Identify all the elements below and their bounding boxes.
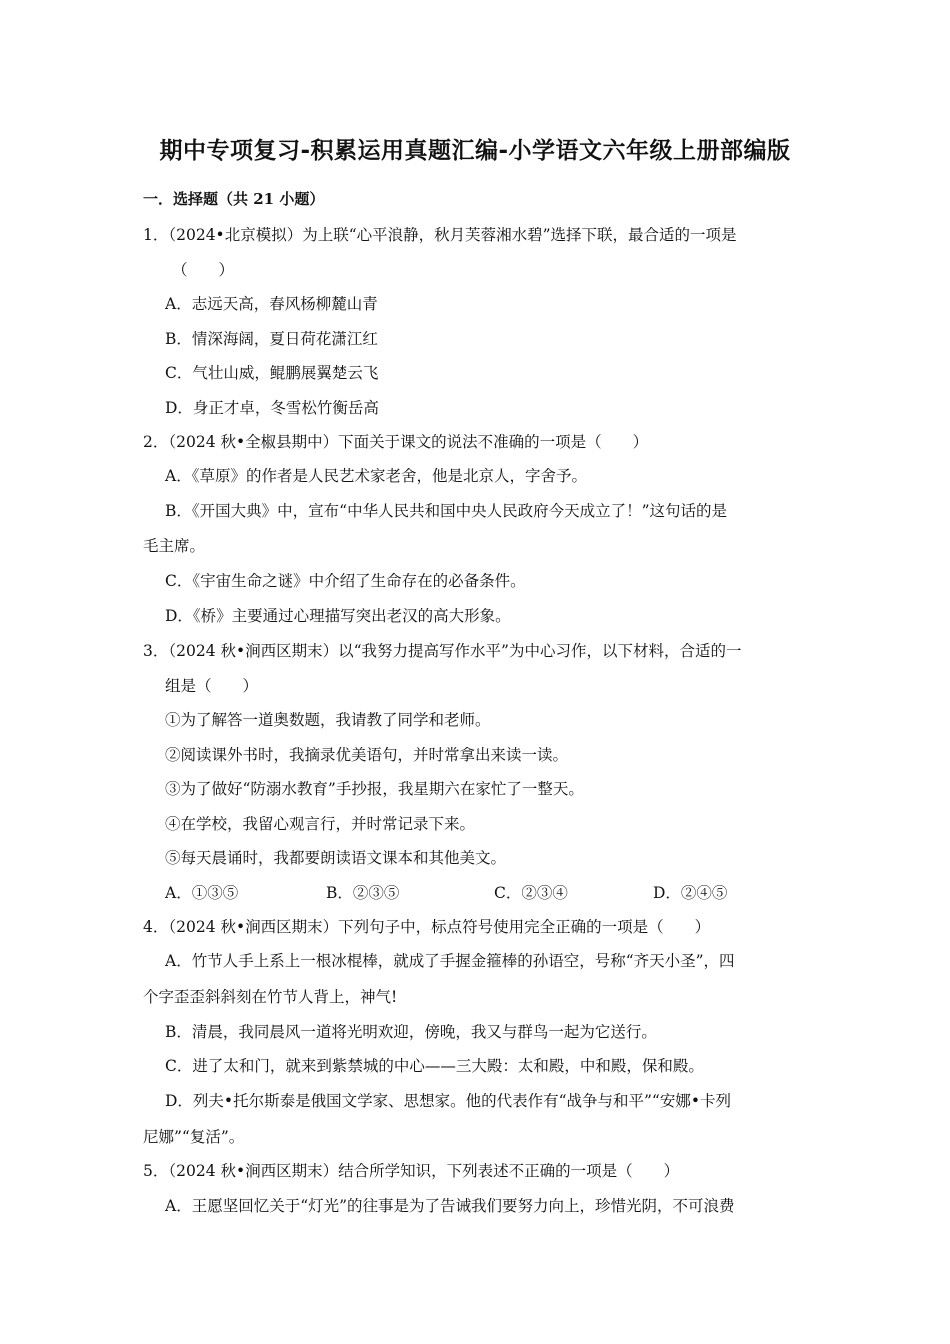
- question-4-option-b: B．清晨，我同晨风一道将光明欢迎，傍晚，我又与群鸟一起为它送行。: [165, 1023, 657, 1041]
- question-3-stem: 3．（2024 秋•涧西区期末）以“我努力提高写作水平”为中心习作，以下材料，合适的一: [143, 642, 742, 660]
- question-1-stem-cont: （ ）: [172, 261, 235, 279]
- question-2-option-b: B．《开国大典》中，宣布“中华人民共和国中央人民政府今天成立了！”这句话的是: [165, 502, 727, 520]
- question-1-option-a: A．志远天高，春风杨柳麓山青: [165, 295, 378, 313]
- question-2-option-c: C．《宇宙生命之谜》中介绍了生命存在的必备条件。: [165, 572, 526, 590]
- question-3-item-5: ⑤每天晨诵时，我都要朗读语文课本和其他美文。: [165, 849, 507, 867]
- question-4-option-a-cont: 个字歪歪斜斜刻在竹节人背上，神气!: [143, 988, 398, 1006]
- question-4-option-a: A．竹节人手上系上一根冰棍棒，就成了手握金箍棒的孙语空，号称“齐天小圣”，四: [165, 952, 735, 970]
- section-heading: 一．选择题（共 21 小题）: [143, 190, 325, 208]
- question-4-option-d-cont: 尼娜”“复活”。: [143, 1128, 245, 1146]
- question-1-option-d: D．身正才卓，冬雪松竹衡岳高: [165, 399, 379, 417]
- question-3-stem-cont: 组是（ ）: [165, 677, 259, 695]
- question-1-option-b: B．情深海阔，夏日荷花潇江红: [165, 330, 378, 348]
- question-4-stem: 4．（2024 秋•涧西区期末）下列句子中，标点符号使用完全正确的一项是（ ）: [143, 918, 711, 936]
- question-3-item-1: ①为了解答一道奥数题，我请教了同学和老师。: [165, 711, 491, 729]
- question-5-option-a: A．王愿坚回忆关于“灯光”的往事是为了告诫我们要努力向上，珍惜光阴，不可浪费: [165, 1197, 735, 1215]
- question-1-stem: 1．（2024•北京模拟）为上联“心平浪静，秋月芙蓉湘水碧”选择下联，最合适的一项是: [143, 226, 737, 244]
- question-3-option-d: D．②④⑤: [653, 884, 728, 902]
- question-3-option-c: C．②③④: [494, 884, 568, 902]
- question-3-option-b: B．②③⑤: [326, 884, 400, 902]
- question-3-item-3: ③为了做好“防溺水教育”手抄报，我星期六在家忙了一整天。: [165, 780, 584, 798]
- question-4-option-c: C．进了太和门，就来到紫禁城的中心——三大殿：太和殿，中和殿，保和殿。: [165, 1057, 704, 1075]
- question-3-item-2: ②阅读课外书时，我摘录优美语句，并时常拿出来读一读。: [165, 746, 569, 764]
- question-3-item-4: ④在学校，我留心观言行，并时常记录下来。: [165, 815, 476, 833]
- question-2-option-b-cont: 毛主席。: [143, 537, 206, 555]
- question-2-stem: 2．（2024 秋•全椒县期中）下面关于课文的说法不准确的一项是（ ）: [143, 433, 649, 451]
- question-3-option-a: A．①③⑤: [165, 884, 239, 902]
- page-title: 期中专项复习-积累运用真题汇编-小学语文六年级上册部编版: [159, 138, 791, 164]
- question-4-option-d: D．列夫•托尔斯泰是俄国文学家、思想家。他的代表作有“战争与和平”“安娜•卡列: [165, 1092, 731, 1110]
- question-5-stem: 5．（2024 秋•涧西区期末）结合所学知识，下列表述不正确的一项是（ ）: [143, 1162, 680, 1180]
- question-2-option-a: A．《草原》的作者是人民艺术家老舍，他是北京人，字舍予。: [165, 467, 587, 485]
- question-2-option-d: D．《桥》主要通过心理描写突出老汉的高大形象。: [165, 607, 511, 625]
- question-1-option-c: C．气壮山威，鲲鹏展翼楚云飞: [165, 364, 379, 382]
